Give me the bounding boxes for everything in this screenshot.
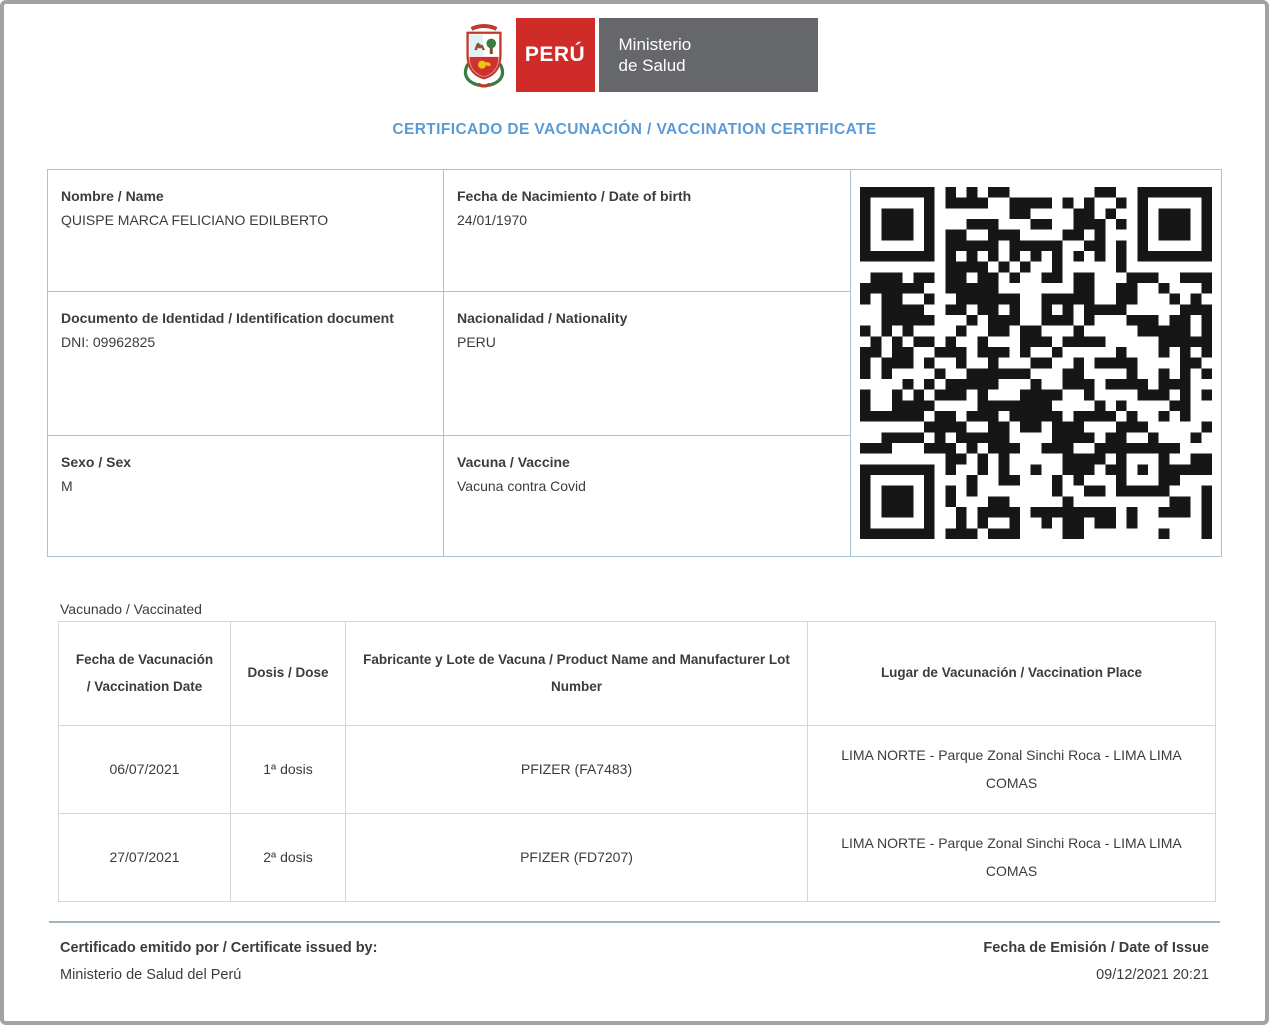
field-sex-label: Sexo / Sex xyxy=(61,454,132,470)
peru-wordmark xyxy=(516,18,595,92)
qr-code xyxy=(851,170,1221,556)
field-birthdate-label: Fecha de Nacimiento / Date of birth xyxy=(457,188,692,204)
minsa-logo xyxy=(4,18,1265,92)
table-row xyxy=(59,726,1216,814)
issue-date-block xyxy=(983,935,1209,989)
field-vaccine xyxy=(444,436,850,556)
col-vaccination-date: Fecha de Vacunación / Vaccination Date xyxy=(59,622,231,726)
table-header-row xyxy=(59,622,1216,726)
dose1-place: LIMA NORTE - Parque Zonal Sinchi Roca - LIMA LIMA COMAS xyxy=(808,726,1216,814)
field-vaccine-label: Vacuna / Vaccine xyxy=(457,454,570,470)
field-id-document-label: Documento de Identidad / Identification document xyxy=(61,310,394,326)
field-nationality-value: PERU xyxy=(457,334,496,351)
field-vaccine-value: Vacuna contra Covid xyxy=(457,478,586,495)
field-name-value: QUISPE MARCA FELICIANO EDILBERTO xyxy=(61,212,329,229)
dose1-dose: 1ª dosis xyxy=(231,726,346,814)
vaccinated-section-label: Vacunado / Vaccinated xyxy=(60,601,202,617)
col-manufacturer-lot: Fabricante y Lote de Vacuna / Product Name and Manufacturer Lot Number xyxy=(346,622,808,726)
col-dose: Dosis / Dose xyxy=(231,622,346,726)
ministry-line1: Ministerio xyxy=(618,34,692,54)
field-id-document xyxy=(48,292,444,436)
ministry-wordmark xyxy=(599,18,818,92)
field-birthdate-value: 24/01/1970 xyxy=(457,212,528,229)
issued-by-block xyxy=(60,935,377,989)
field-birthdate xyxy=(444,170,850,292)
issue-date-label: Fecha de Emisión / Date of Issue xyxy=(983,940,1209,956)
dose1-product: PFIZER (FA7483) xyxy=(346,726,808,814)
dose1-date: 06/07/2021 xyxy=(59,726,231,814)
table-row xyxy=(59,814,1216,902)
field-nationality-label: Nacionalidad / Nationality xyxy=(457,310,628,326)
vaccination-table xyxy=(58,621,1216,902)
footer xyxy=(60,935,1209,989)
dose2-product: PFIZER (FD7207) xyxy=(346,814,808,902)
issued-by-label: Certificado emitido por / Certificate issued by: xyxy=(60,940,378,956)
dose2-place: LIMA NORTE - Parque Zonal Sinchi Roca - LIMA LIMA COMAS xyxy=(808,814,1216,902)
peru-label: PERÚ xyxy=(524,43,586,66)
field-sex-value: M xyxy=(61,478,73,495)
dose2-date: 27/07/2021 xyxy=(59,814,231,902)
dose2-dose: 2ª dosis xyxy=(231,814,346,902)
issued-by-value: Ministerio de Salud del Perú xyxy=(60,966,242,983)
field-sex xyxy=(48,436,444,556)
certificate-title: CERTIFICADO DE VACUNACIÓN / VACCINATION CERTIFICATE xyxy=(392,121,877,138)
field-id-document-value: DNI: 09962825 xyxy=(61,334,156,351)
field-nationality xyxy=(444,292,850,436)
peru-coat-of-arms-icon xyxy=(452,18,516,92)
col-vaccination-place: Lugar de Vacunación / Vaccination Place xyxy=(808,622,1216,726)
issue-date-value: 09/12/2021 20:21 xyxy=(1096,966,1209,983)
footer-divider xyxy=(49,921,1220,923)
field-name-label: Nombre / Name xyxy=(61,188,164,204)
ministry-line2: de Salud xyxy=(618,56,686,75)
field-name xyxy=(48,170,444,292)
personal-info-section xyxy=(47,169,1222,557)
personal-info-grid xyxy=(48,170,851,556)
